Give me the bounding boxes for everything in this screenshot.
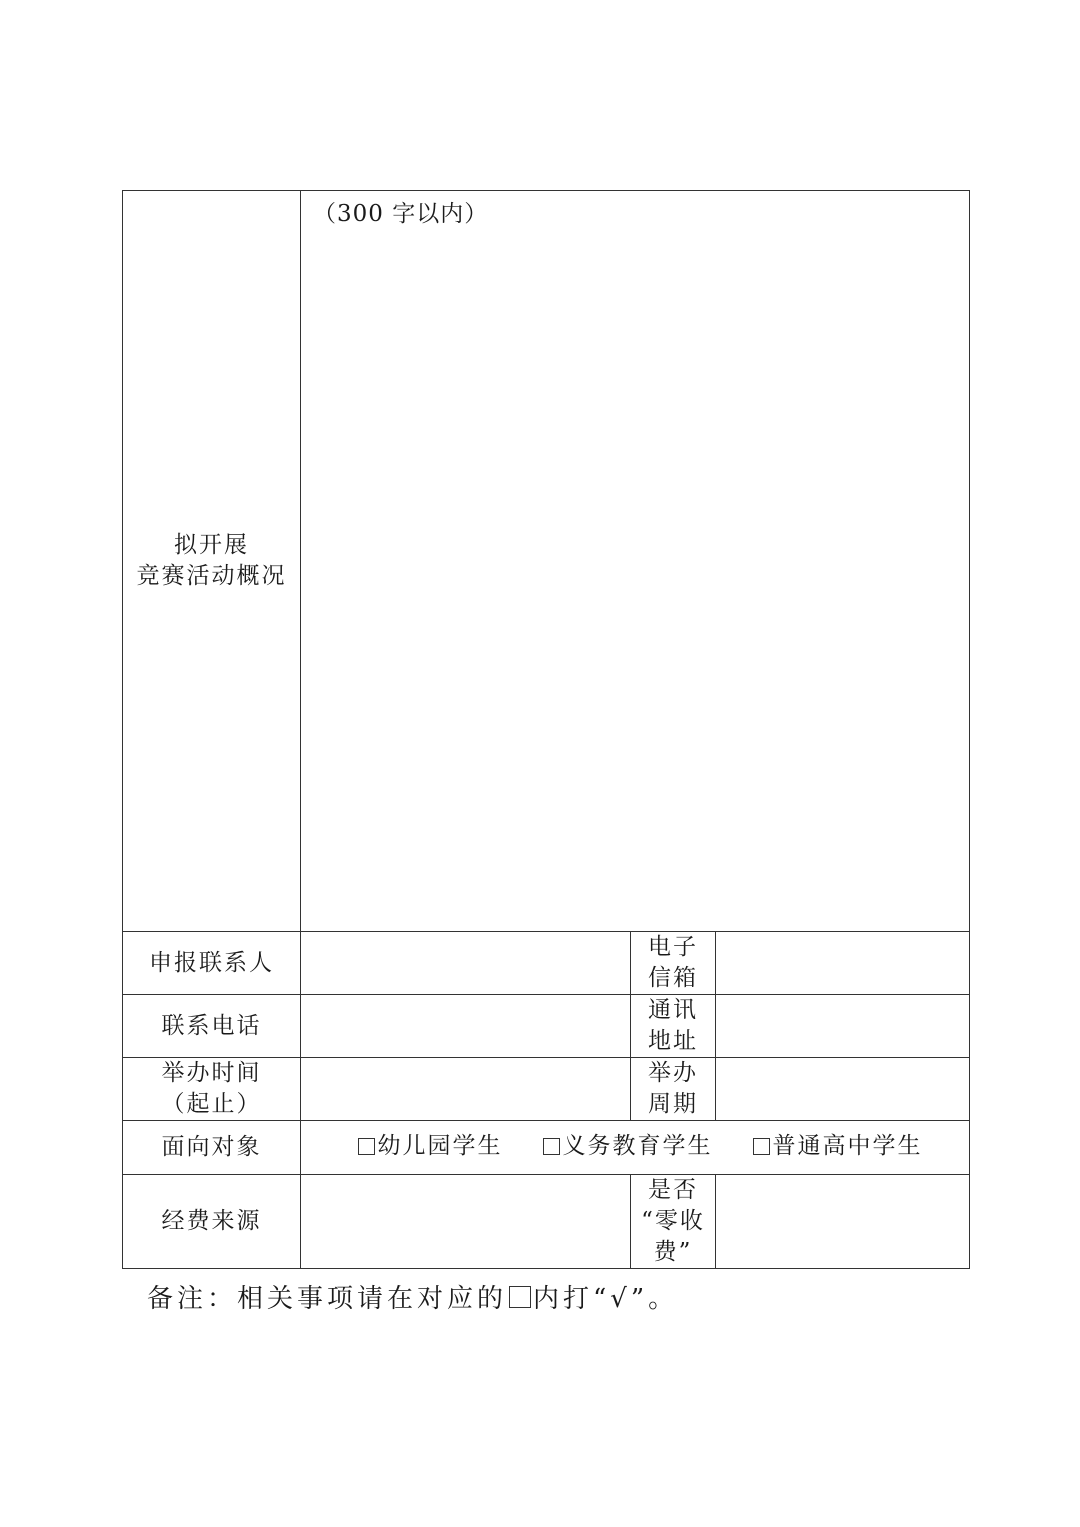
contact-row <box>123 932 970 995</box>
funding-label: 经费来源 <box>123 1175 301 1269</box>
target-option-compulsory[interactable]: 义务教育学生 <box>543 1131 713 1162</box>
target-row <box>123 1121 970 1175</box>
overview-row <box>123 191 970 932</box>
contact-label: 申报联系人 <box>123 932 301 995</box>
funding-input[interactable] <box>301 1175 631 1269</box>
form-note: 备注：相关事项请在对应的 内打“√”。 <box>147 1284 679 1314</box>
note-checkbox-icon <box>509 1286 531 1308</box>
target-option-kindergarten[interactable]: 幼儿园学生 <box>358 1131 503 1162</box>
email-input[interactable] <box>716 932 970 995</box>
highschool-checkbox[interactable] <box>753 1138 770 1155</box>
compulsory-checkbox[interactable] <box>543 1138 560 1155</box>
email-label: 电子 信箱 <box>631 932 716 995</box>
overview-hint: （300 字以内） <box>313 201 489 227</box>
phone-label: 联系电话 <box>123 995 301 1058</box>
phone-input[interactable] <box>301 995 631 1058</box>
zero-fee-label: 是否 “零收 费” <box>631 1175 716 1269</box>
time-row <box>123 1058 970 1121</box>
period-input[interactable] <box>716 1058 970 1121</box>
target-options <box>301 1121 970 1175</box>
target-option-highschool[interactable]: 普通高中学生 <box>753 1131 923 1162</box>
funding-row <box>123 1175 970 1269</box>
address-input[interactable] <box>716 995 970 1058</box>
period-label: 举办 周期 <box>631 1058 716 1121</box>
zero-fee-input[interactable] <box>716 1175 970 1269</box>
application-form-table <box>122 190 970 1269</box>
overview-input-area[interactable] <box>301 191 970 932</box>
kindergarten-checkbox[interactable] <box>358 1138 375 1155</box>
address-label: 通讯 地址 <box>631 995 716 1058</box>
time-input[interactable] <box>301 1058 631 1121</box>
contact-input[interactable] <box>301 932 631 995</box>
target-label: 面向对象 <box>123 1121 301 1175</box>
phone-row <box>123 995 970 1058</box>
time-label: 举办时间 （起止） <box>123 1058 301 1121</box>
overview-label: 拟开展 竞赛活动概况 <box>123 191 301 932</box>
